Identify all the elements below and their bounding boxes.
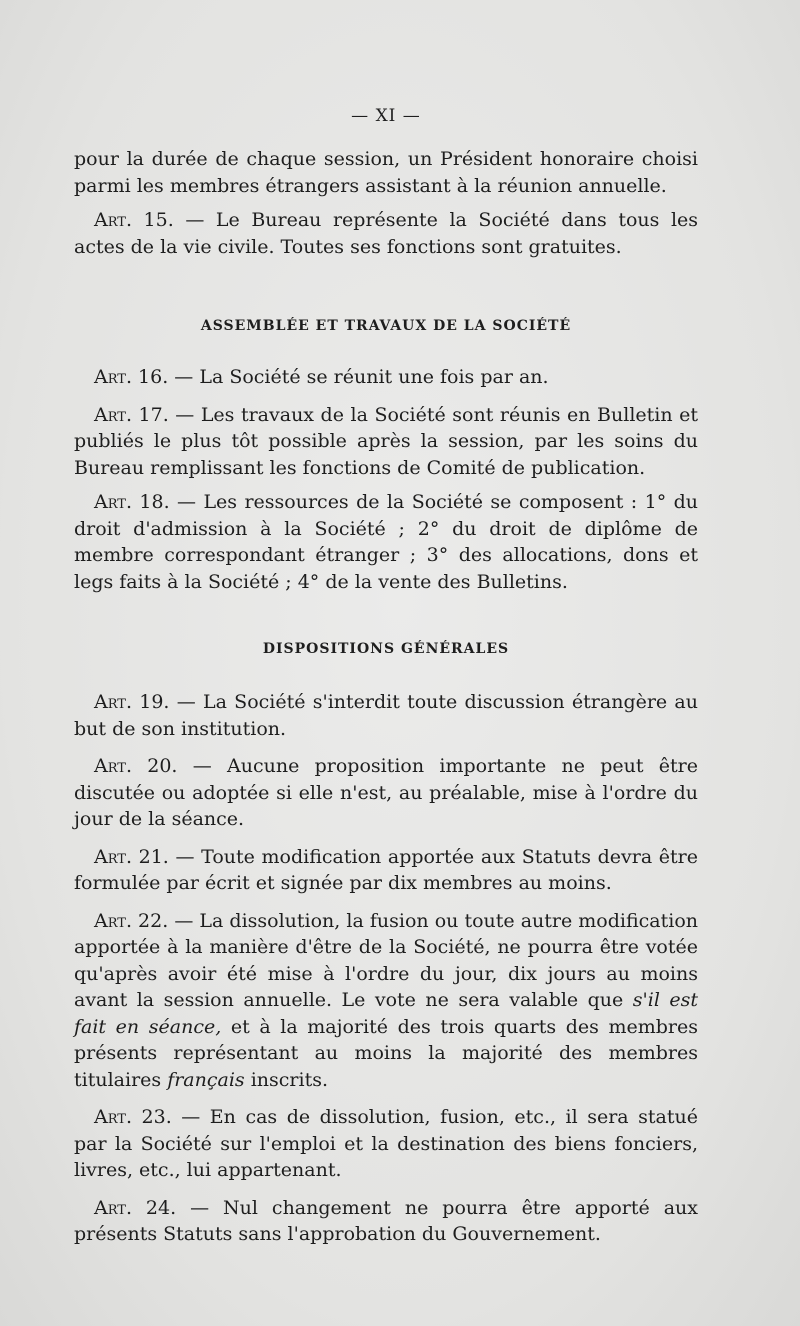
page-content	[74, 106, 698, 1248]
page-number: — XI —	[351, 106, 421, 126]
article-17-label: Art. 17.	[94, 403, 169, 426]
section-title-assemblee: ASSEMBLÉE ET TRAVAUX DE LA SOCIÉTÉ	[200, 318, 572, 334]
article-15-text: — Le Bureau représente la Société dans tous les actes de la vie civile. Toutes ses fonctions sont gratuites.	[74, 209, 699, 258]
article-18-label: Art. 18.	[94, 491, 170, 513]
article-16-label: Art. 16.	[94, 366, 169, 388]
article-22-text-a: — La dissolution, la fusion ou toute autre modification apportée à la manière d'être de la Société, ne pourra être votée qu'après avoir été mise à l'ordre du jour, dix jours au moins avant la session annuelle. Le vote ne sera valable que	[74, 909, 699, 1011]
article-21	[74, 844, 698, 897]
article-17	[74, 402, 698, 482]
article-23	[74, 1104, 698, 1184]
article-24-label: Art. 24.	[94, 1196, 177, 1219]
article-24-text: — Nul changement ne pourra être apporté aux présents Statuts sans l'approbation du Gouvernement.	[74, 1196, 698, 1245]
article-23-text: — En cas de dissolution, fusion, etc., il sera statué par la Société sur l'emploi et la destination des biens fonciers, livres, etc., lui appartenant.	[74, 1106, 698, 1181]
article-20-text: — Aucune proposition importante ne peut être discutée ou adoptée si elle n'est, au préalable, mise à l'ordre du jour de la séance.	[74, 755, 699, 830]
article-20-label: Art. 20.	[94, 755, 178, 777]
article-22-text-c: inscrits.	[244, 1068, 329, 1091]
article-23-label: Art. 23.	[94, 1106, 172, 1128]
article-16-text: — La Société se réunit une fois par an.	[168, 366, 549, 388]
article-15	[74, 207, 698, 260]
article-22-text-b: et à la majorité des trois quarts des membres présents représentant au moins la majorité des membres titulaires	[74, 1015, 698, 1091]
article-16	[74, 364, 698, 391]
article-24	[74, 1195, 698, 1248]
article-21-label: Art. 21.	[94, 845, 169, 868]
article-17-text: — Les travaux de la Société sont réunis en Bulletin et publiés le plus tôt possible après la session, par les soins du Bureau remplissant les fonctions de Comité de publication.	[74, 403, 699, 479]
article-22-italic-a: s'il est fait en séance,	[74, 989, 699, 1038]
article-22-label: Art. 22.	[94, 909, 169, 932]
section-title-dispositions: DISPOSITIONS GÉNÉRALES	[262, 641, 510, 657]
intro-paragraph: pour la durée de chaque session, un Président honoraire choisi parmi les membres étrangers assistant à la réunion annuelle.	[74, 148, 698, 197]
article-19-label: Art. 19.	[94, 691, 170, 713]
article-19	[74, 689, 698, 742]
article-22	[74, 908, 698, 1094]
article-20	[74, 753, 698, 833]
article-22-italic-b: français	[167, 1068, 245, 1091]
article-21-text: — Toute modification apportée aux Statuts devra être formulée par écrit et signée par dix membres au moins.	[74, 845, 699, 894]
article-19-text: — La Société s'interdit toute discussion étrangère au but de son institution.	[74, 691, 698, 740]
article-18	[74, 489, 698, 595]
article-15-label: Art. 15.	[94, 209, 174, 231]
article-18-text: — Les ressources de la Société se composent : 1° du droit d'admission à la Société ; 2° du droit de diplôme de membre correspondant étranger ; 3° des allocations, dons et legs faits à la Société ; 4° de la vente des Bulletins.	[74, 491, 699, 593]
